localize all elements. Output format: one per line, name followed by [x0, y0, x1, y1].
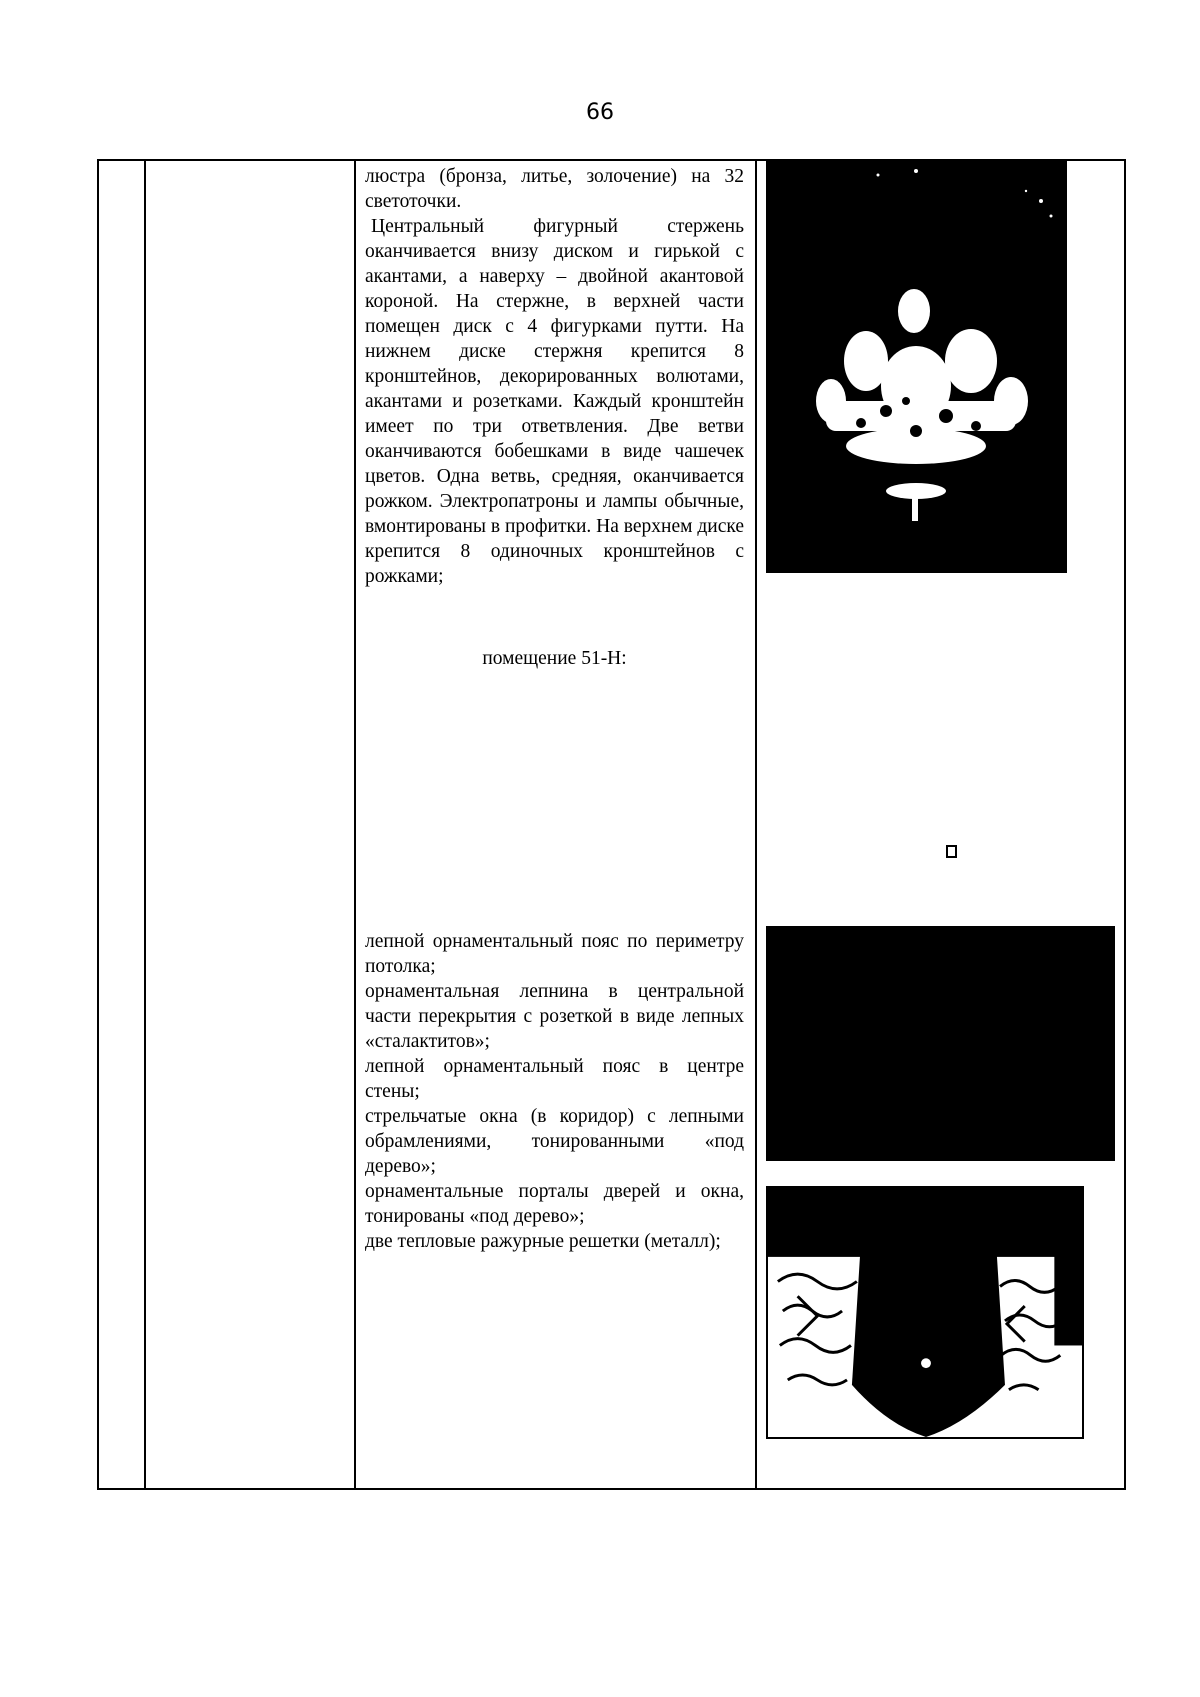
- decor-item: орнаментальная лепнина в центральной части перекрытия с розеткой в виде лепных «сталактитов»;: [365, 981, 744, 1052]
- ornament-photo: [766, 1186, 1084, 1439]
- table-column-divider: [755, 161, 757, 1488]
- table-column-divider: [144, 161, 146, 1488]
- decor-item: стрельчатые окна (в коридор) с лепными обрамлениями, тонированными «под дерево»;: [365, 1106, 744, 1177]
- decor-item: лепной орнаментальный пояс по периметру потолка;: [365, 931, 744, 977]
- room-heading: помещение 51-Н:: [482, 648, 627, 669]
- chandelier-details: Центральный фигурный стержень оканчивается внизу диском и гирькой с акантами, а наверху – двойной акантовой короной. На стержне, в верхней части помещен диск с 4 фигурками путти. На нижнем диске стержня крепится 8 кронштейнов, декорированных волютами, акантами и розетками. Каждый кронштейн имеет по три ответвления. Две ветви оканчиваются бобешками в виде чашечек цветов. Одна ветвь, средняя, оканчивается рожком. Электропатроны и лампы обычные, вмонтированы в профитки. На верхнем диске крепится 8 одиночных кронштейнов с рожками;: [365, 216, 744, 587]
- small-frame-marker: [946, 845, 957, 858]
- page-number: 66: [586, 100, 614, 125]
- decor-item: орнаментальные порталы дверей и окна, тонированы «под дерево»;: [365, 1181, 744, 1227]
- decor-list: [365, 929, 744, 1254]
- chandelier-photo: [766, 161, 1067, 573]
- decor-item: две тепловые ражурные решетки (металл);: [365, 1231, 721, 1252]
- chandelier-description: [365, 164, 744, 589]
- table-column-divider: [354, 161, 356, 1488]
- decor-item: лепной орнаментальный пояс в центре стены;: [365, 1056, 744, 1102]
- chandelier-title: люстра (бронза, литье, золочение) на 32 светоточки.: [365, 166, 744, 212]
- ceiling-photo: [766, 926, 1115, 1161]
